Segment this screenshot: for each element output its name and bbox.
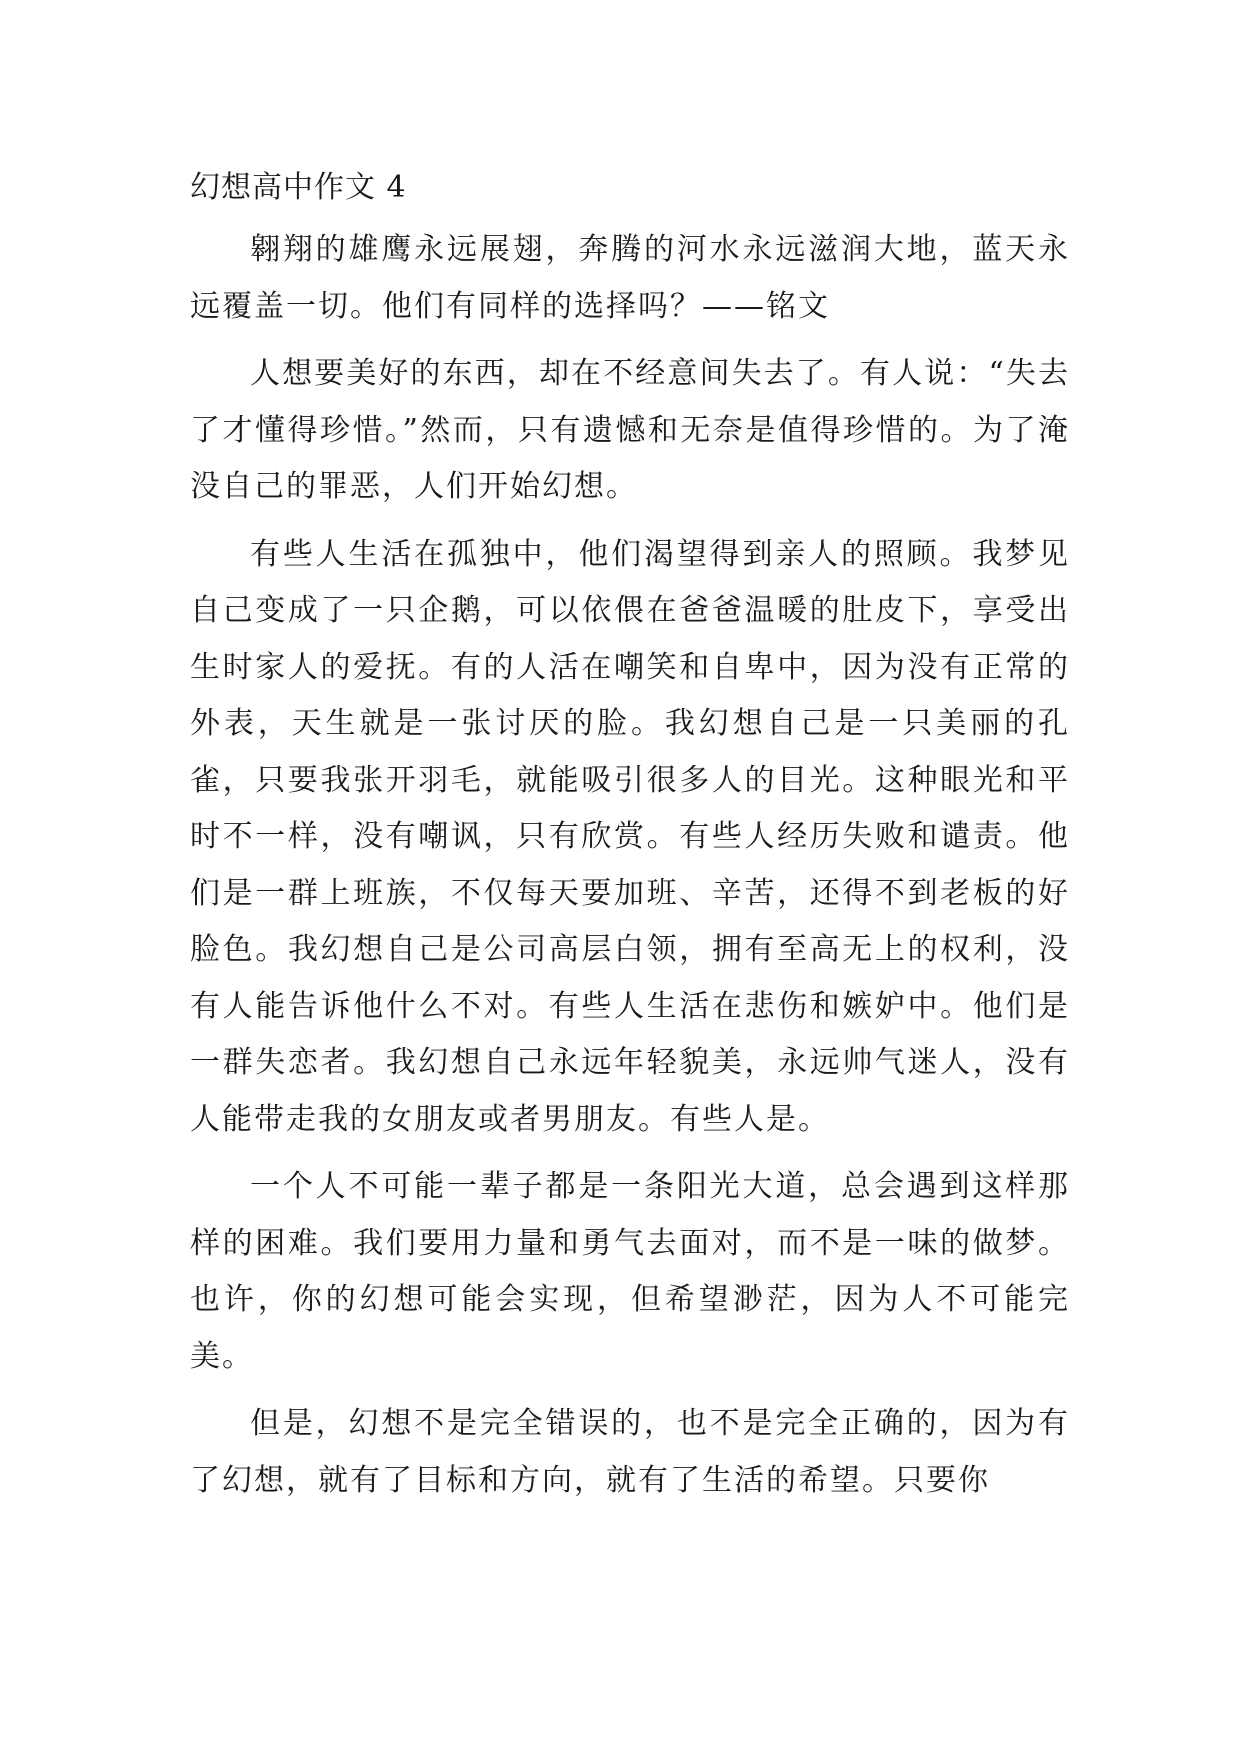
document-title: 幻想高中作文 4 xyxy=(190,170,407,205)
spacer xyxy=(190,1385,1070,1396)
spacer xyxy=(190,1148,1070,1159)
paragraph-reality: 一个人不可能一辈子都是一条阳光大道，总会遇到这样那样的困难。我们要用力量和勇气去面对，而不是一味的做梦。也许，你的幻想可能会实现，但希望渺茫，因为人不可能完美。 xyxy=(190,1169,1070,1374)
spacer xyxy=(190,516,1070,527)
paragraph-intro: 人想要美好的东西，却在不经意间失去了。有人说：“失去了才懂得珍惜。”然而，只有遗憾和无奈是值得珍惜的。为了淹没自己的罪恶，人们开始幻想。 xyxy=(190,356,1070,504)
document-body xyxy=(190,160,1070,1509)
paragraph-epigraph: 翱翔的雄鹰永远展翅，奔腾的河水永远滋润大地，蓝天永远覆盖一切。他们有同样的选择吗？——铭文 xyxy=(190,232,1070,324)
paragraph-fantasies: 有些人生活在孤独中，他们渴望得到亲人的照顾。我梦见自己变成了一只企鹅，可以依偎在爸爸温暖的肚皮下，享受出生时家人的爱抚。有的人活在嘲笑和自卑中，因为没有正常的外表，天生就是一张讨厌的脸。我幻想自己是一只美丽的孔雀，只要我张开羽毛，就能吸引很多人的目光。这种眼光和平时不一样，没有嘲讽，只有欣赏。有些人经历失败和谴责。他们是一群上班族，不仅每天要加班、辛苦，还得不到老板的好脸色。我幻想自己是公司高层白领，拥有至高无上的权利，没有人能告诉他什么不对。有些人生活在悲伤和嫉妒中。他们是一群失恋者。我幻想自己永远年轻貌美，永远帅气迷人，没有人能带走我的女朋友或者男朋友。有些人是。 xyxy=(190,536,1070,1137)
paragraph-conclusion: 但是，幻想不是完全错误的，也不是完全正确的，因为有了幻想，就有了目标和方向，就有了生活的希望。只要你 xyxy=(190,1406,1070,1498)
spacer xyxy=(190,335,1070,346)
